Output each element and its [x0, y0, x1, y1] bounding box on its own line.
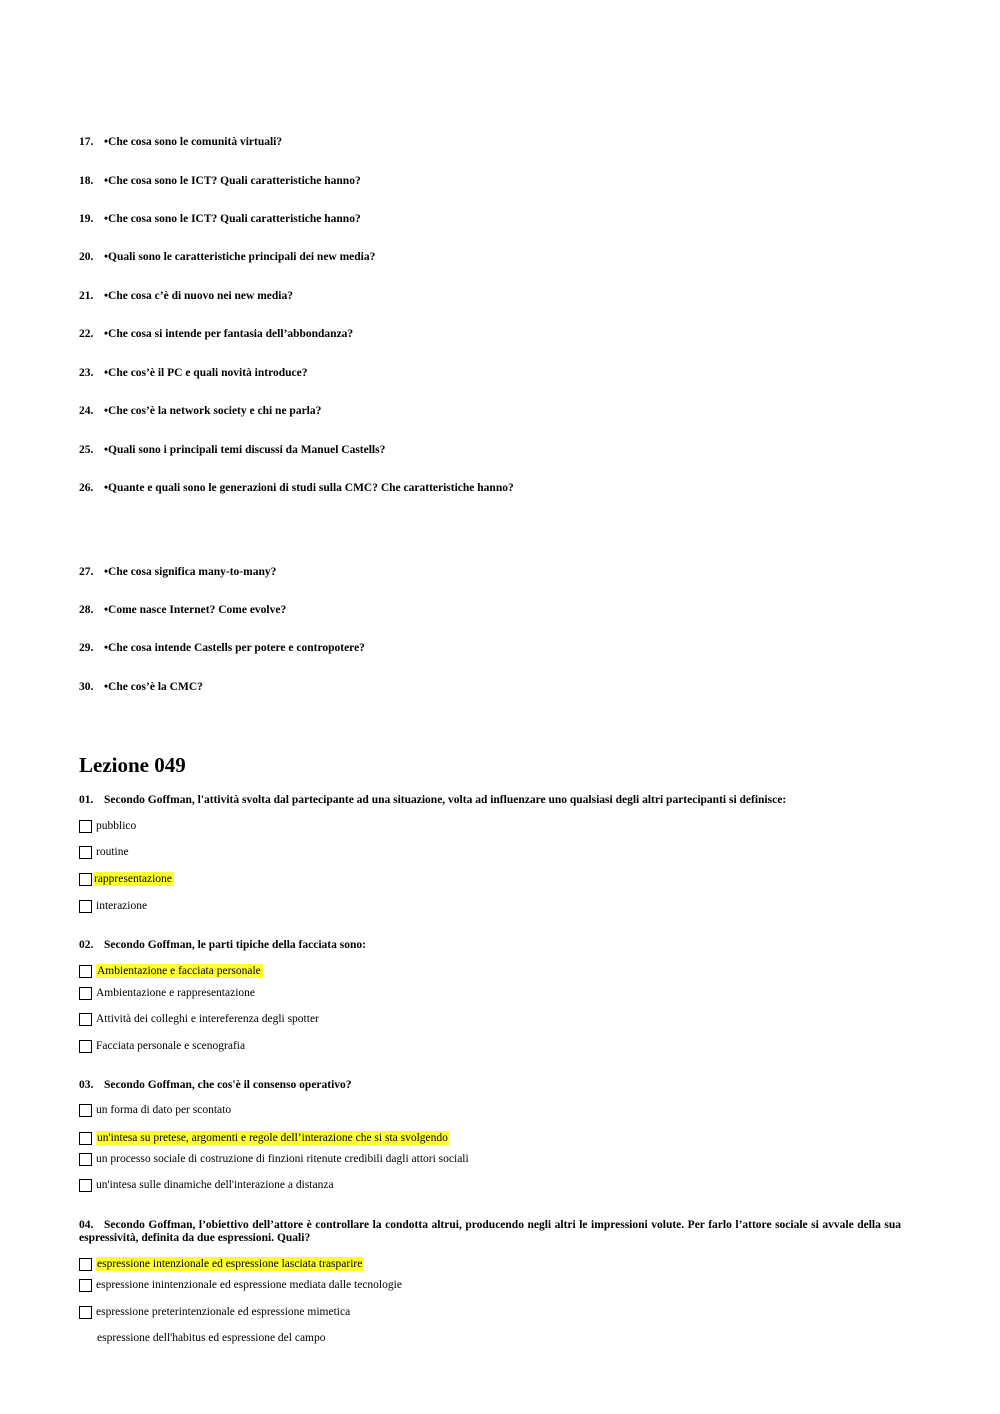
open-question: 22. •Che cosa si intende per fantasia dell’abbondanza?	[79, 328, 354, 340]
answer-option-correct[interactable]	[79, 1257, 364, 1271]
answer-option-correct[interactable]	[79, 1131, 450, 1145]
answer-option[interactable]: espressione inintenzionale ed espressione mediata dalle tecnologie	[79, 1278, 402, 1292]
open-question: 21. •Che cosa c’è di nuovo nei new media?	[79, 290, 293, 302]
checkbox[interactable]	[79, 965, 92, 978]
checkbox[interactable]	[79, 1040, 92, 1053]
checkbox[interactable]	[79, 1179, 92, 1192]
open-question: 20. •Quali sono le caratteristiche principali dei new media?	[79, 251, 376, 263]
open-question: 29. •Che cosa intende Castells per potere e contropotere?	[79, 642, 365, 654]
open-question: 24. •Che cos’è la network society e chi ne parla?	[79, 405, 322, 417]
answer-option[interactable]: pubblico	[79, 819, 136, 833]
answer-option[interactable]: Facciata personale e scenografia	[79, 1039, 245, 1053]
answer-option[interactable]: routine	[79, 845, 129, 859]
checkbox[interactable]	[79, 1153, 92, 1166]
answer-option[interactable]: un processo sociale di costruzione di finzioni ritenute credibili dagli attori sociali	[79, 1152, 469, 1166]
checkbox[interactable]	[79, 1132, 92, 1145]
answer-option-correct[interactable]	[79, 964, 263, 978]
open-question: 30. •Che cos’è la CMC?	[79, 681, 203, 693]
open-question: 17. •Che cosa sono le comunità virtuali?	[79, 136, 283, 148]
answer-option[interactable]: espressione dell'habitus ed espressione del campo	[97, 1332, 326, 1344]
mc-question: 04. Secondo Goffman, l’obiettivo dell’attore è controllare la condotta altrui, producendo negli altri le impressioni volute. Per farlo l’attore sociale si avvale della sua espressività, definita da due espressioni. Quali?	[79, 1219, 901, 1244]
answer-option[interactable]: Ambientazione e rappresentazione	[79, 986, 255, 1000]
checkbox[interactable]	[79, 820, 92, 833]
answer-option-correct[interactable]	[79, 872, 174, 886]
mc-question: 01. Secondo Goffman, l'attività svolta dal partecipante ad una situazione, volta ad influenzare uno qualsiasi degli altri partecipanti si definisce:	[79, 794, 787, 806]
checkbox[interactable]	[79, 900, 92, 913]
checkbox[interactable]	[79, 1279, 92, 1292]
open-question: 19. •Che cosa sono le ICT? Quali caratteristiche hanno?	[79, 213, 361, 225]
open-question: 25. •Quali sono i principali temi discussi da Manuel Castells?	[79, 444, 386, 456]
open-question: 23. •Che cos’è il PC e quali novità introduce?	[79, 367, 308, 379]
checkbox[interactable]	[79, 987, 92, 1000]
open-question: 27. •Che cosa significa many-to-many?	[79, 566, 277, 578]
open-question: 28. •Come nasce Internet? Come evolve?	[79, 604, 287, 616]
mc-question: 03. Secondo Goffman, che cos'è il consenso operativo?	[79, 1079, 352, 1091]
highlighted-answer: Ambientazione e facciata personale	[97, 965, 261, 977]
highlighted-answer: rappresentazione	[94, 873, 172, 885]
checkbox[interactable]	[79, 846, 92, 859]
highlighted-answer: un'intesa su pretese, argomenti e regole dell’interazione che si sta svolgendo	[97, 1132, 448, 1144]
checkbox[interactable]	[79, 1258, 92, 1271]
answer-option[interactable]: un forma di dato per scontato	[79, 1103, 231, 1117]
answer-option[interactable]: un'intesa sulle dinamiche dell'interazione a distanza	[79, 1178, 334, 1192]
checkbox[interactable]	[79, 1306, 92, 1319]
checkbox[interactable]	[79, 1013, 92, 1026]
checkbox[interactable]	[79, 1104, 92, 1117]
answer-option[interactable]: espressione preterintenzionale ed espressione mimetica	[79, 1305, 350, 1319]
mc-question: 02. Secondo Goffman, le parti tipiche della facciata sono:	[79, 939, 366, 951]
answer-option[interactable]: interazione	[79, 899, 147, 913]
lesson-title: Lezione 049	[79, 753, 186, 777]
checkbox[interactable]	[79, 873, 92, 886]
open-question: 26. •Quante e quali sono le generazioni di studi sulla CMC? Che caratteristiche hanno?	[79, 482, 514, 494]
highlighted-answer: espressione intenzionale ed espressione lasciata trasparire	[97, 1258, 363, 1270]
answer-option[interactable]: Attività dei colleghi e intereferenza degli spotter	[79, 1012, 319, 1026]
open-question: 18. •Che cosa sono le ICT? Quali caratteristiche hanno?	[79, 175, 361, 187]
